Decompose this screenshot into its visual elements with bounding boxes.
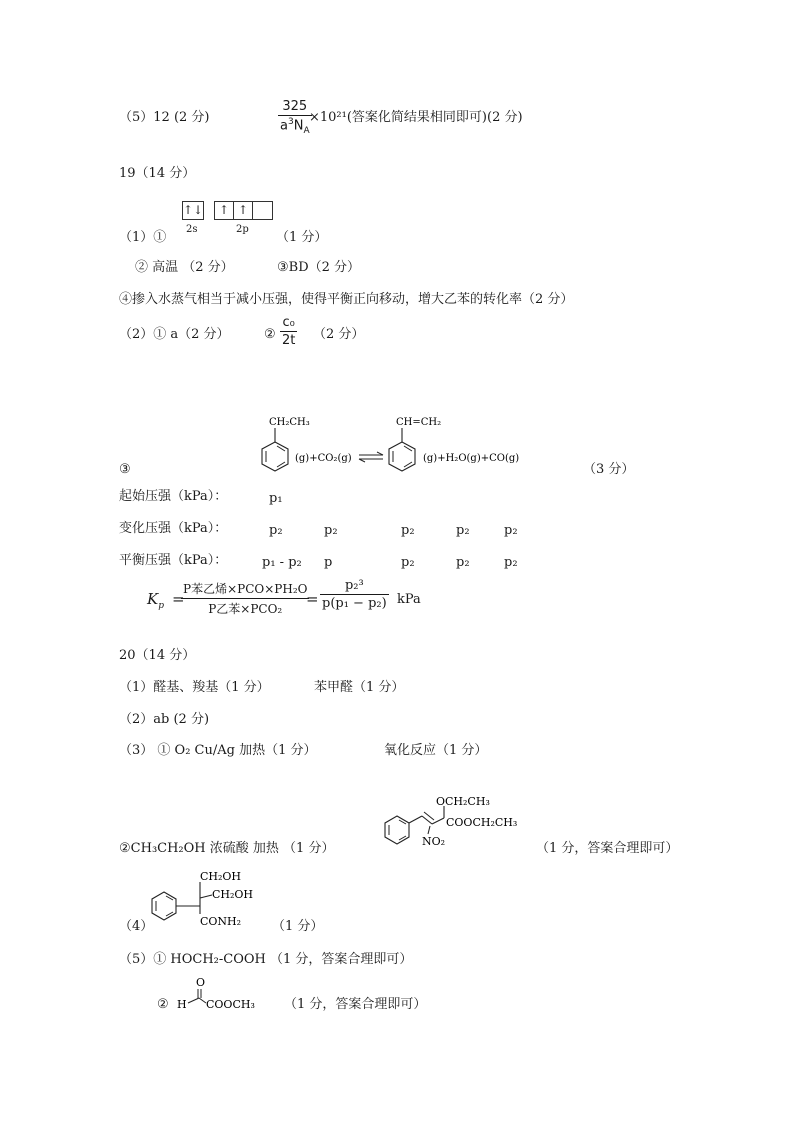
reaction-scheme bbox=[255, 412, 530, 480]
benzene-ring-right bbox=[389, 428, 415, 471]
q20-part4-score: （1 分） bbox=[272, 919, 324, 934]
table-cell: p₂ bbox=[401, 523, 415, 538]
q19-part2-sub2-score: （2 分） bbox=[313, 327, 365, 342]
left-substituent: CH₂CH₃ bbox=[269, 417, 310, 428]
orbital-box-2s: ↑↓ bbox=[182, 201, 204, 220]
table-row-label: 变化压强（kPa）： bbox=[119, 521, 228, 536]
q19-part3-label: ③ bbox=[119, 462, 131, 477]
q19-part1-sub4: ④掺入水蒸气相当于减小压强，使得平衡正向移动，增大乙苯的转化率（2 分） bbox=[119, 292, 574, 307]
table-cell: p₂ bbox=[456, 555, 470, 570]
q20-part1-b: 苯甲醛（1 分） bbox=[314, 680, 405, 695]
benzene-ring bbox=[385, 816, 409, 844]
kp-lhs: $K_p$ bbox=[147, 590, 164, 611]
q18-part5-tail: ×10²¹(答案化简结果相同即可)(2 分) bbox=[309, 110, 523, 125]
svg-text:OCH₂CH₃: OCH₂CH₃ bbox=[436, 795, 490, 808]
table-row-label: 平衡压强（kPa）： bbox=[119, 553, 228, 568]
q20-header: 20（14 分） bbox=[119, 648, 196, 663]
right-state: (g)+H₂O(g)+CO(g) bbox=[423, 453, 520, 464]
svg-text:NO₂: NO₂ bbox=[422, 835, 446, 848]
left-state: (g)+CO₂(g) bbox=[295, 453, 352, 464]
fraction-bar bbox=[278, 115, 312, 116]
q19-rate-fraction: c₀ 2t bbox=[282, 315, 296, 348]
q18-fraction-denominator: $a^3N_A$ bbox=[280, 117, 310, 136]
kp-unit: kPa bbox=[397, 592, 421, 607]
q18-part5-label: （5）12 (2 分) bbox=[119, 110, 210, 125]
q19-part1-score: （1 分） bbox=[276, 230, 328, 245]
q19-part1-label: （1）① bbox=[119, 230, 167, 245]
q20-part3-sub1-b: 氧化反应（1 分） bbox=[384, 743, 488, 758]
q18-fraction-numerator: 325 bbox=[282, 99, 308, 114]
table-cell: p₁ - p₂ bbox=[262, 555, 302, 570]
table-cell: p₂ bbox=[504, 555, 518, 570]
q19-part1-sub3: ③BD（2 分） bbox=[277, 260, 361, 275]
q20-part3-sub1: （3） ① O₂ Cu/Ag 加热（1 分） bbox=[119, 743, 317, 758]
q19-part1-sub2: ② 高温 （2 分） bbox=[135, 260, 234, 275]
svg-text:COOCH₃: COOCH₃ bbox=[206, 998, 255, 1011]
q20-part3-sub2-score: （1 分，答案合理即可） bbox=[536, 841, 679, 856]
cinnamate-structure bbox=[380, 790, 540, 852]
q19-part2-sub2-circle: ② bbox=[264, 327, 276, 342]
table-row-label: 起始压强（kPa）： bbox=[119, 489, 228, 504]
q19-header: 19（14 分） bbox=[119, 166, 196, 181]
q20-part2: （2）ab (2 分) bbox=[119, 712, 210, 727]
kp-fraction-1: P苯乙烯×PCO×PH₂O P乙苯×PCO₂ bbox=[183, 582, 308, 616]
q20-part5-sub2-circle: ② bbox=[157, 997, 169, 1012]
equilibrium-arrow bbox=[359, 452, 383, 462]
table-cell: p₁ bbox=[269, 491, 283, 506]
q18-fraction bbox=[278, 99, 312, 136]
q20-part5-sub2-score: （1 分，答案合理即可） bbox=[284, 997, 427, 1012]
kp-fraction-2: p₂³ p(p₁ − p₂) bbox=[322, 578, 387, 611]
q19-part3-score: （3 分） bbox=[583, 462, 635, 477]
svg-text:CONH₂: CONH₂ bbox=[200, 915, 242, 928]
q20-part1: （1）醛基、羧基（1 分） bbox=[119, 680, 270, 695]
svg-text:CH₂OH: CH₂OH bbox=[212, 888, 253, 901]
svg-text:O: O bbox=[196, 976, 206, 989]
table-cell: p bbox=[324, 555, 333, 570]
equals-sign: = bbox=[306, 590, 319, 608]
benzene-ring bbox=[152, 892, 176, 920]
svg-text:H: H bbox=[177, 998, 187, 1011]
amide-diol-structure bbox=[148, 868, 253, 930]
benzene-ring-left bbox=[262, 428, 288, 471]
orbital-label-2p: 2p bbox=[236, 224, 249, 235]
table-cell: p₂ bbox=[456, 523, 470, 538]
svg-text:COOCH₂CH₃: COOCH₂CH₃ bbox=[446, 816, 518, 829]
q20-part3-sub2: ②CH₃CH₂OH 浓硫酸 加热 （1 分） bbox=[119, 841, 335, 856]
q20-part5-sub1: （5）① HOCH₂-COOH （1 分，答案合理即可） bbox=[119, 952, 413, 967]
orbital-box-2p: ↑ ↑ bbox=[214, 201, 273, 220]
equals-sign: = bbox=[172, 590, 185, 608]
q20-part4-label: （4） bbox=[119, 919, 154, 934]
svg-text:CH₂OH: CH₂OH bbox=[200, 870, 242, 883]
table-cell: p₂ bbox=[401, 555, 415, 570]
table-cell: p₂ bbox=[324, 523, 338, 538]
orbital-label-2s: 2s bbox=[186, 224, 198, 235]
formate-ester-structure bbox=[174, 974, 269, 1014]
right-substituent: CH=CH₂ bbox=[396, 417, 442, 428]
table-cell: p₂ bbox=[269, 523, 283, 538]
table-cell: p₂ bbox=[504, 523, 518, 538]
q19-part2-sub1: （2）① a（2 分） bbox=[119, 327, 230, 342]
